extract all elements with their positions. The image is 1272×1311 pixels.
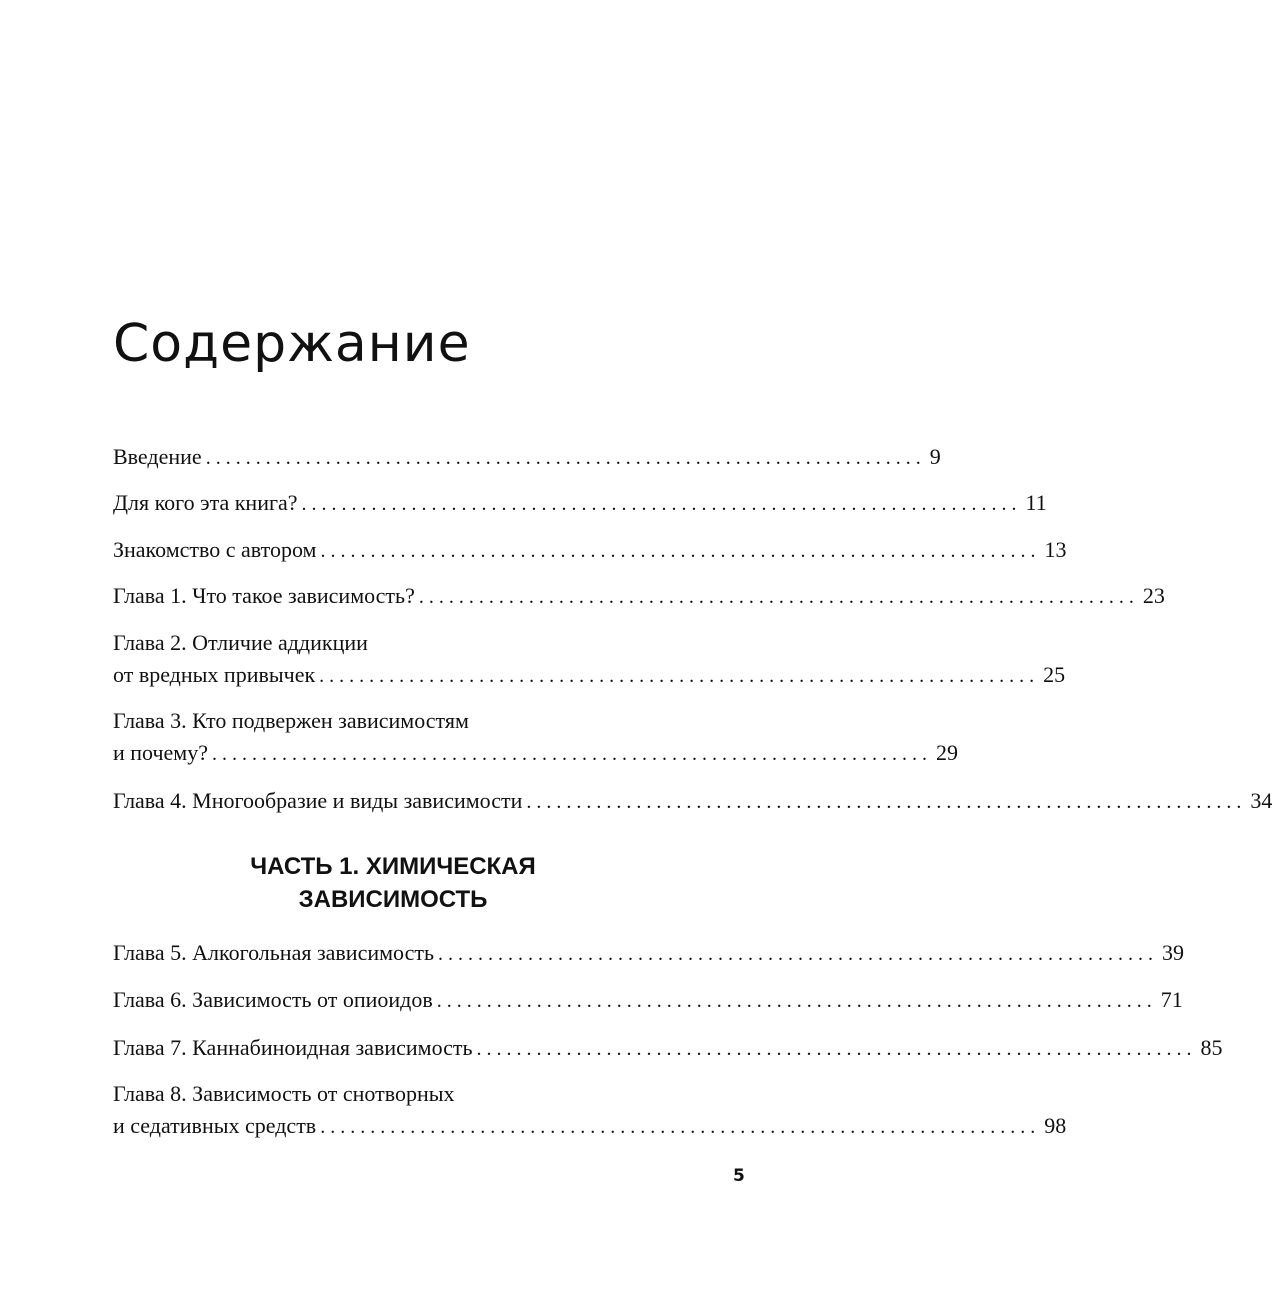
toc-entry-label: Глава 6. Зависимость от опиоидов — [113, 987, 433, 1012]
leader-dots: ........................................................................ — [301, 493, 1022, 515]
toc-entry-chapter-2-line1[interactable] — [113, 628, 673, 658]
toc-entry-chapter-6[interactable] — [113, 985, 1183, 1015]
toc-entry-page: 39 — [1162, 940, 1184, 965]
toc-entry-introduction[interactable] — [113, 442, 941, 472]
toc-entry-label: Глава 1. Что такое зависимость? — [113, 583, 415, 608]
toc-entry-page: 98 — [1044, 1113, 1067, 1138]
leader-dots: ........................................................................ — [418, 586, 1139, 608]
toc-entry-page: 9 — [929, 444, 941, 469]
leader-dots: ........................................................................ — [526, 791, 1247, 813]
toc-entry-page: 11 — [1025, 490, 1047, 515]
page-number: 5 — [733, 1166, 745, 1186]
leader-dots: ........................................................................ — [476, 1038, 1197, 1060]
toc-entry-label: Глава 5. Алкогольная зависимость — [113, 940, 434, 965]
toc-entry-about-author[interactable] — [113, 535, 1067, 565]
toc-entry-chapter-2[interactable] — [113, 660, 1066, 690]
toc-entry-chapter-3[interactable] — [113, 738, 958, 768]
toc-entry-label: Глава 3. Кто подвержен зависимостям — [113, 708, 469, 733]
toc-entry-label: Знакомство с автором — [113, 537, 317, 562]
leader-dots: ........................................................................ — [319, 665, 1040, 687]
toc-entry-chapter-1[interactable] — [113, 581, 1165, 611]
toc-entry-page: 29 — [936, 740, 958, 765]
leader-dots: ........................................................................ — [205, 447, 926, 469]
toc-entry-chapter-3-line1[interactable] — [113, 706, 673, 736]
toc-entry-page: 13 — [1044, 537, 1067, 562]
part-heading-line2: ЗАВИСИМОСТЬ — [298, 886, 488, 913]
toc-entry-label: и седативных средств — [113, 1113, 317, 1138]
toc-entry-label: Глава 2. Отличие аддикции — [113, 630, 368, 655]
toc-entry-chapter-5[interactable] — [113, 938, 1184, 968]
toc-entry-page: 25 — [1043, 662, 1066, 687]
toc-entry-label: от вредных привычек — [113, 662, 316, 687]
toc-entry-label: Глава 4. Многообразие и виды зависимости — [113, 788, 523, 813]
toc-entry-page: 71 — [1160, 987, 1183, 1012]
toc-entry-label: Глава 7. Каннабиноидная зависимость — [113, 1035, 473, 1060]
toc-entry-for-whom[interactable] — [113, 488, 1047, 518]
toc-entry-label: Введение — [113, 444, 202, 469]
leader-dots: ........................................................................ — [320, 1116, 1041, 1138]
leader-dots: ........................................................................ — [438, 943, 1158, 965]
toc-entry-chapter-8[interactable] — [113, 1111, 1067, 1141]
leader-dots: ........................................................................ — [320, 540, 1041, 562]
toc-entry-chapter-4[interactable] — [113, 786, 1272, 816]
toc-entry-page: 34 — [1250, 788, 1272, 813]
leader-dots: ........................................................................ — [212, 743, 932, 765]
toc-entry-label: Глава 8. Зависимость от снотворных — [113, 1081, 455, 1106]
toc-entry-label: Для кого эта книга? — [113, 490, 298, 515]
leader-dots: ........................................................................ — [436, 990, 1157, 1012]
page-title: Содержание — [113, 314, 471, 374]
toc-entry-label: и почему? — [113, 740, 208, 765]
toc-entry-page: 23 — [1142, 583, 1165, 608]
toc-entry-page: 85 — [1200, 1035, 1223, 1060]
toc-entry-chapter-8-line1[interactable] — [113, 1079, 673, 1109]
part-heading-line1: ЧАСТЬ 1. ХИМИЧЕСКАЯ — [250, 853, 536, 880]
toc-entry-chapter-7[interactable] — [113, 1033, 1223, 1063]
